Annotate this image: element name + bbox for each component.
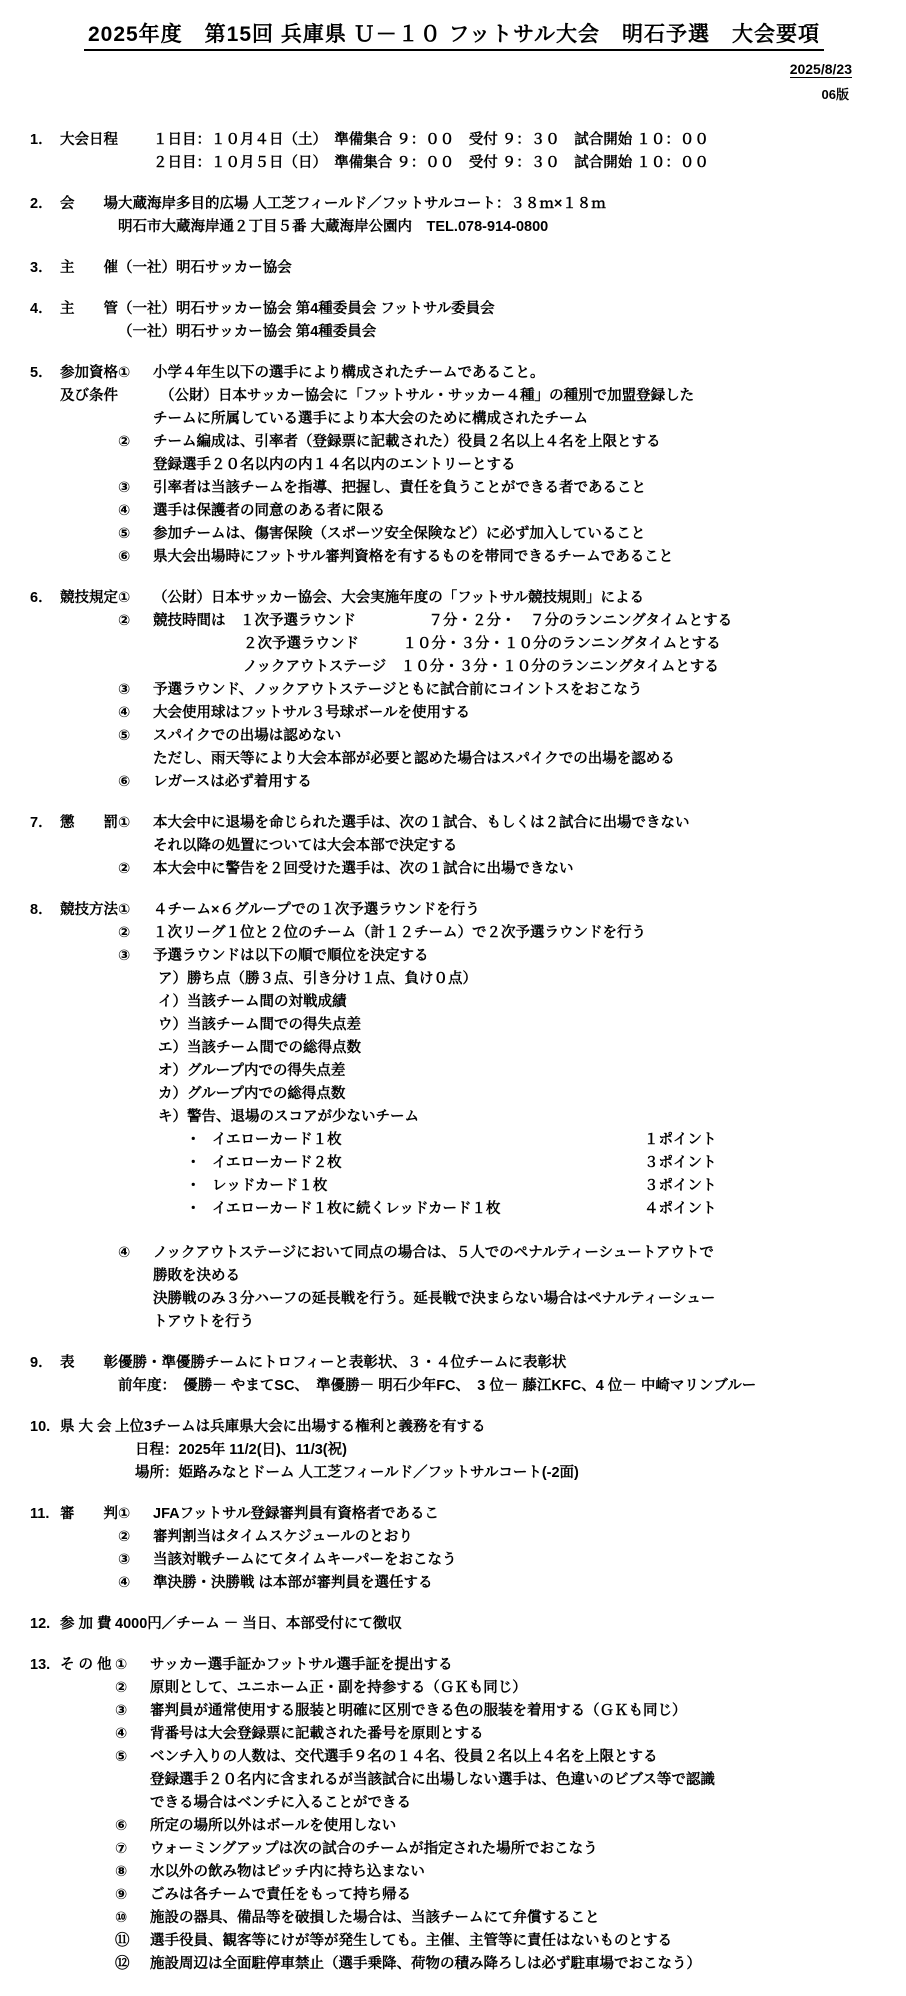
line-text: 本大会中に退場を命じられた選手は、次の１試合、もしくは２試合に出場できない [153, 815, 690, 831]
circled-number-marker: ⑦ [115, 1841, 128, 1857]
section-number: 3． [30, 260, 53, 276]
line-text: １次リーグ１位と２位のチーム（計１２チーム）で２次予選ラウンドを行う [153, 925, 646, 941]
doc-line [118, 1129, 878, 1152]
circled-number-marker: ⑤ [118, 728, 131, 744]
doc-line [118, 945, 878, 968]
doc-line [115, 1861, 878, 1884]
doc-line [118, 477, 878, 500]
section-body [118, 193, 878, 239]
section-number: 13. [30, 1657, 51, 1673]
line-text: 参加チームは、傷害保険（スポーツ安全保険など）に必ず加入していること [153, 526, 646, 542]
line-text: 競技時間は １次予選ラウンド ７分・２分・ ７分のランニングタイムとする [153, 613, 733, 629]
section-title-line: 主 催 [60, 260, 118, 276]
section-title-line: 大会日程 [60, 132, 118, 148]
section-title-line: そ の 他 [60, 1657, 112, 1673]
doc-section [30, 129, 878, 175]
doc-line [118, 899, 878, 922]
circled-number-marker: ④ [118, 705, 131, 721]
line-text: ウォーミングアップは次の試合のチームが指定された場所でおこなう [150, 1841, 598, 1857]
doc-line [118, 1152, 878, 1175]
doc-line [118, 587, 878, 610]
line-text: オ）グループ内での得失点差 [158, 1063, 346, 1079]
line-text: 登録選手２０名以内の内１４名以内のエントリーとする [153, 457, 516, 473]
doc-line [118, 1311, 878, 1334]
revision-block [30, 51, 878, 103]
line-text: 施設の器具、備品等を破損した場合は、当該チームにて弁償すること [150, 1910, 600, 1926]
doc-line [118, 321, 878, 344]
doc-line [118, 1106, 878, 1129]
section-body [115, 1654, 878, 1976]
circled-number-marker: ③ [115, 1703, 128, 1719]
section-label [30, 1503, 118, 1526]
line-text: エ）当該チーム間での総得点数 [158, 1040, 361, 1056]
doc-line [118, 968, 878, 991]
doc-line [115, 1769, 878, 1792]
section-body [118, 129, 878, 175]
line-text: ２日目：１０月５日（日） 準備集合 ９：００ 受付 ９：３０ 試合開始 １０：００ [153, 155, 709, 171]
circled-number-marker: ③ [118, 1552, 131, 1568]
circled-number-marker: ② [118, 925, 131, 941]
revision-date: 2025/8/23 [789, 61, 852, 77]
doc-line [118, 991, 878, 1014]
line-text: 県大会出場時にフットサル審判資格を有するものを帯同できるチームであること [153, 549, 674, 565]
doc-section [30, 362, 878, 569]
doc-line [118, 1572, 878, 1595]
circled-number-marker: ⑤ [118, 526, 131, 542]
section-body [115, 1416, 878, 1485]
doc-line [115, 1792, 878, 1815]
circled-number-marker: ① [118, 1506, 131, 1522]
section-label [30, 1613, 115, 1636]
section-body [118, 362, 878, 569]
line-text: 施設周辺は全面駐停車禁止（選手乗降、荷物の積み降ろしは必ず駐車場でおこなう） [150, 1956, 701, 1972]
section-title [60, 812, 118, 835]
doc-line [115, 1439, 878, 1462]
doc-section [30, 587, 878, 794]
circled-number-marker: ① [118, 815, 131, 831]
doc-line [115, 1416, 878, 1439]
section-title-line: 懲 罰 [60, 815, 118, 831]
doc-line [115, 1677, 878, 1700]
section-body [118, 587, 878, 794]
point-value: １ポイント [644, 1132, 717, 1148]
line-text: （公財）日本サッカー協会に「フットサル・サッカー４種」の種別で加盟登録した [160, 388, 695, 404]
line-text: 準決勝・決勝戦 は本部が審判員を選任する [153, 1575, 433, 1591]
line-text: カ）グループ内での総得点数 [158, 1086, 346, 1102]
line-text: 審判員が通常使用する服装と明確に区別できる色の服装を着用する（ＧＫも同じ） [150, 1703, 687, 1719]
line-text: 小学４年生以下の選手により構成されたチームであること。 [153, 365, 545, 381]
line-text: 明石市大蔵海岸通２丁目５番 大蔵海岸公園内 TEL.078-914-0800 [118, 219, 549, 235]
line-text: １日目：１０月４日（土） 準備集合 ９：００ 受付 ９：３０ 試合開始 １０：００ [153, 132, 709, 148]
section-body [118, 257, 878, 280]
section-label [30, 257, 118, 280]
point-value: ３ポイント [644, 1178, 717, 1194]
doc-line [118, 523, 878, 546]
line-text: ２次予選ラウンド １０分・３分・１０分のランニングタイムとする [243, 636, 721, 652]
doc-section [30, 1613, 878, 1636]
section-title [60, 257, 118, 280]
doc-line [118, 1352, 878, 1375]
circled-number-marker: ② [118, 1529, 131, 1545]
doc-line [118, 656, 878, 679]
doc-line [118, 1060, 878, 1083]
section-number: 5． [30, 365, 53, 381]
doc-line [118, 679, 878, 702]
line-text: JFAフットサル登録審判員有資格者であるこ [153, 1506, 439, 1522]
circled-number-marker: ③ [118, 480, 131, 496]
line-text: （公財）日本サッカー協会、大会実施年度の「フットサル競技規則」による [153, 590, 644, 606]
section-label [30, 812, 118, 835]
line-text: レガースは必ず着用する [153, 774, 312, 790]
section-title [60, 1352, 118, 1375]
doc-line [115, 1930, 878, 1953]
line-text: ごみは各チームで責任をもって持ち帰る [150, 1887, 411, 1903]
doc-line [118, 1375, 878, 1398]
line-text: レッドカード１枚 [212, 1178, 328, 1194]
doc-line [118, 610, 878, 633]
section-title-line: 表 彰 [60, 1355, 118, 1371]
doc-section [30, 899, 878, 1334]
doc-line [118, 858, 878, 881]
doc-line [118, 546, 878, 569]
section-number: 11. [30, 1506, 50, 1522]
line-text: イエローカード１枚に続くレッドカード１枚 [212, 1201, 501, 1217]
section-number: 4． [30, 301, 53, 317]
line-text: （一社）明石サッカー協会 第4種委員会 フットサル委員会 [118, 301, 495, 317]
section-title-line: 県 大 会 [60, 1419, 112, 1435]
line-text: 上位3チームは兵庫県大会に出場する権利と義務を有する [115, 1419, 486, 1435]
line-text: 当該対戦チームにてタイムキーパーをおこなう [153, 1552, 457, 1568]
line-text: 背番号は大会登録票に記載された番号を原則とする [150, 1726, 484, 1742]
circled-number-marker: ⑫ [115, 1956, 130, 1972]
bullet-marker: ・ [186, 1201, 201, 1217]
doc-line [118, 431, 878, 454]
doc-line [115, 1746, 878, 1769]
section-number: 10. [30, 1419, 51, 1435]
line-text: （一社）明石サッカー協会 [118, 260, 292, 276]
doc-section [30, 298, 878, 344]
point-value: ３ポイント [644, 1155, 717, 1171]
section-number: 12. [30, 1616, 51, 1632]
line-text: 大会使用球はフットサル３号球ボールを使用する [153, 705, 470, 721]
doc-line [118, 1288, 878, 1311]
section-title [60, 298, 118, 321]
doc-line [118, 298, 878, 321]
circled-number-marker: ⑩ [115, 1910, 128, 1926]
section-number: 7． [30, 815, 53, 831]
line-text: ノックアウトステージにおいて同点の場合は、５人でのペナルティーシュートアウトで [153, 1245, 714, 1261]
circled-number-marker: ④ [118, 1245, 131, 1261]
circled-number-marker: ① [118, 902, 131, 918]
doc-line [115, 1838, 878, 1861]
doc-line [118, 812, 878, 835]
circled-number-marker: ④ [118, 503, 131, 519]
circled-number-marker: ⑧ [115, 1864, 128, 1880]
doc-line [118, 152, 878, 175]
section-body [118, 899, 878, 1334]
line-text: 審判割当はタイムスケジュールのとおり [153, 1529, 413, 1545]
doc-line [118, 922, 878, 945]
line-text: ４チーム×６グループでの１次予選ラウンドを行う [153, 902, 480, 918]
section-title [60, 193, 118, 216]
line-text: ウ）当該チーム間での得失点差 [158, 1017, 361, 1033]
circled-number-marker: ⑤ [115, 1749, 128, 1765]
doc-line [118, 835, 878, 858]
line-text: キ）警告、退場のスコアが少ないチーム [158, 1109, 419, 1125]
point-value: ４ポイント [644, 1201, 717, 1217]
line-text: 日程：2025年 11/2(日)、11/3(祝) [135, 1442, 347, 1458]
doc-line [115, 1953, 878, 1976]
section-title-line: 競技規定 [60, 590, 118, 606]
doc-line [118, 1037, 878, 1060]
circled-number-marker: ③ [118, 948, 131, 964]
line-text: ア）勝ち点（勝３点、引き分け１点、負け０点） [158, 971, 477, 987]
section-title [60, 1416, 112, 1439]
doc-line [118, 1014, 878, 1037]
doc-line [115, 1613, 878, 1636]
section-title [60, 1613, 112, 1636]
circled-number-marker: ① [118, 365, 131, 381]
section-number: 6． [30, 590, 53, 606]
document-header [30, 22, 878, 51]
circled-number-marker: ④ [118, 1575, 131, 1591]
version-label: 06版 [821, 87, 849, 102]
line-text: 水以外の飲み物はピッチ内に持ち込まない [150, 1864, 425, 1880]
doc-line [118, 1549, 878, 1572]
line-text: サッカー選手証かフットサル選手証を提出する [150, 1657, 453, 1673]
line-text: スパイクでの出場は認めない [153, 728, 342, 744]
circled-number-marker: ⑨ [115, 1887, 128, 1903]
doc-line [118, 216, 878, 239]
doc-section [30, 1654, 878, 1976]
section-number: 2． [30, 196, 53, 212]
line-text: チームに所属している選手により本大会のために構成されたチーム [153, 411, 588, 427]
line-text: 4000円／チーム － 当日、本部受付にて徴収 [115, 1616, 402, 1632]
doc-line [118, 129, 878, 152]
line-text: 前年度： 優勝－ やまてSC、 準優勝－ 明石少年FC、 3 位－ 藤江KFC、4 位－ 中崎マリンブルー [118, 1378, 757, 1394]
section-label [30, 362, 118, 408]
line-text: 優勝・準優勝チームにトロフィーと表彰状、３・４位チームに表彰状 [118, 1355, 567, 1371]
doc-section [30, 193, 878, 239]
doc-line [115, 1700, 878, 1723]
doc-section [30, 257, 878, 280]
section-number: 8． [30, 902, 53, 918]
doc-line [118, 1242, 878, 1265]
section-label [30, 899, 118, 922]
doc-line [115, 1815, 878, 1838]
doc-line [115, 1884, 878, 1907]
line-text: イ）当該チーム間の対戦成績 [158, 994, 347, 1010]
line-text: ただし、雨天等により大会本部が必要と認めた場合はスパイクでの出場を認める [153, 751, 675, 767]
line-text: できる場合はベンチに入ることができる [150, 1795, 411, 1811]
doc-line [118, 257, 878, 280]
doc-line [118, 1503, 878, 1526]
section-title [60, 1503, 118, 1526]
circled-number-marker: ② [115, 1680, 128, 1696]
doc-line [118, 748, 878, 771]
doc-line [115, 1907, 878, 1930]
line-text: チーム編成は、引率者（登録票に記載された）役員２名以上４名を上限とする [153, 434, 661, 450]
doc-line [118, 1198, 878, 1221]
section-title [60, 129, 118, 152]
section-title-line: 競技方法 [60, 902, 118, 918]
section-body [118, 298, 878, 344]
page-title: 2025年度 第15回 兵庫県 Ｕ－１０ フットサル大会 明石予選 大会要項 [84, 22, 824, 51]
doc-line [118, 193, 878, 216]
section-title-line: 参 加 費 [60, 1616, 112, 1632]
section-body [118, 812, 878, 881]
section-label [30, 1416, 115, 1439]
doc-section [30, 1503, 878, 1595]
section-body [118, 1503, 878, 1595]
section-number: 1． [30, 132, 53, 148]
section-title [60, 1654, 112, 1677]
line-text: 所定の場所以外はボールを使用しない [150, 1818, 397, 1834]
doc-line [118, 1265, 878, 1288]
line-text: ノックアウトステージ １０分・３分・１０分のランニングタイムとする [243, 659, 719, 675]
doc-section [30, 812, 878, 881]
line-text: それ以降の処置については大会本部で決定する [153, 838, 458, 854]
section-label [30, 193, 118, 216]
doc-line [118, 633, 878, 656]
line-text: （一社）明石サッカー協会 第4種委員会 [118, 324, 377, 340]
section-title-line: 主 管 [60, 301, 118, 317]
section-title-line: 及び条件 [60, 388, 118, 404]
bullet-marker: ・ [186, 1132, 201, 1148]
doc-line [118, 725, 878, 748]
line-text: イエローカード２枚 [212, 1155, 342, 1171]
doc-line [118, 454, 878, 477]
section-title [60, 899, 118, 922]
line-text: 大蔵海岸多目的広場 人工芝フィールド／フットサルコート：３８ｍ×１８ｍ [118, 196, 606, 212]
doc-line [118, 771, 878, 794]
circled-number-marker: ① [115, 1657, 128, 1673]
line-text: 本大会中に警告を２回受けた選手は、次の１試合に出場できない [153, 861, 574, 877]
section-title [60, 362, 118, 408]
section-title [60, 587, 118, 610]
circled-number-marker: ⑪ [115, 1933, 130, 1949]
line-text: 引率者は当該チームを指導、把握し、責任を負うことができる者であること [153, 480, 646, 496]
doc-section [30, 1416, 878, 1485]
line-text: 勝敗を決める [153, 1268, 240, 1284]
doc-line [118, 702, 878, 725]
doc-line [118, 500, 878, 523]
section-label [30, 1654, 115, 1677]
doc-line [118, 1083, 878, 1106]
circled-number-marker: ② [118, 434, 131, 450]
line-text: トアウトを行う [153, 1314, 255, 1330]
circled-number-marker: ③ [118, 682, 131, 698]
section-title-line: 審 判 [60, 1506, 118, 1522]
doc-line [118, 1526, 878, 1549]
doc-line [118, 1175, 878, 1198]
doc-line [115, 1654, 878, 1677]
circled-number-marker: ② [118, 613, 131, 629]
line-text: 選手は保護者の同意のある者に限る [153, 503, 385, 519]
doc-line [118, 362, 878, 385]
section-number: 9． [30, 1355, 53, 1371]
section-title-line: 会 場 [60, 196, 118, 212]
section-body [118, 1352, 878, 1398]
bullet-marker: ・ [186, 1178, 201, 1194]
line-text: イエローカード１枚 [212, 1132, 342, 1148]
bullet-marker: ・ [186, 1155, 201, 1171]
line-text: 予選ラウンドは以下の順で順位を決定する [153, 948, 429, 964]
circled-number-marker: ② [118, 861, 131, 877]
circled-number-marker: ① [118, 590, 131, 606]
line-text: 予選ラウンド、ノックアウトステージともに試合前にコイントスをおこなう [153, 682, 643, 698]
line-text: 選手役員、観客等にけが等が発生しても。主催、主管等に責任はないものとする [150, 1933, 672, 1949]
sections-container [30, 129, 878, 1976]
section-label [30, 1352, 118, 1375]
section-label [30, 298, 118, 321]
circled-number-marker: ⑥ [118, 549, 131, 565]
section-label [30, 129, 118, 152]
line-text: 決勝戦のみ３分ハーフの延長戦を行う。延長戦で決まらない場合はペナルティーシュー [153, 1291, 716, 1307]
line-text: 場所：姫路みなとドーム 人工芝フィールド／フットサルコート(-2面) [135, 1465, 579, 1481]
circled-number-marker: ④ [115, 1726, 128, 1742]
section-body [115, 1613, 878, 1636]
circled-number-marker: ⑥ [118, 774, 131, 790]
circled-number-marker: ⑥ [115, 1818, 128, 1834]
doc-line [115, 1723, 878, 1746]
doc-line [115, 1462, 878, 1485]
line-text: 原則として、ユニホーム正・副を持参する（ＧＫも同じ） [150, 1680, 527, 1696]
line-text: ベンチ入りの人数は、交代選手９名の１４名、役員２名以上４名を上限とする [150, 1749, 658, 1765]
doc-line [118, 385, 878, 408]
doc-section [30, 1352, 878, 1398]
line-text: 登録選手２０名内に含まれるが当該試合に出場しない選手は、色違いのビブス等で認識 [150, 1772, 715, 1788]
doc-line [118, 408, 878, 431]
section-label [30, 587, 118, 610]
section-title-line: 参加資格 [60, 365, 118, 381]
